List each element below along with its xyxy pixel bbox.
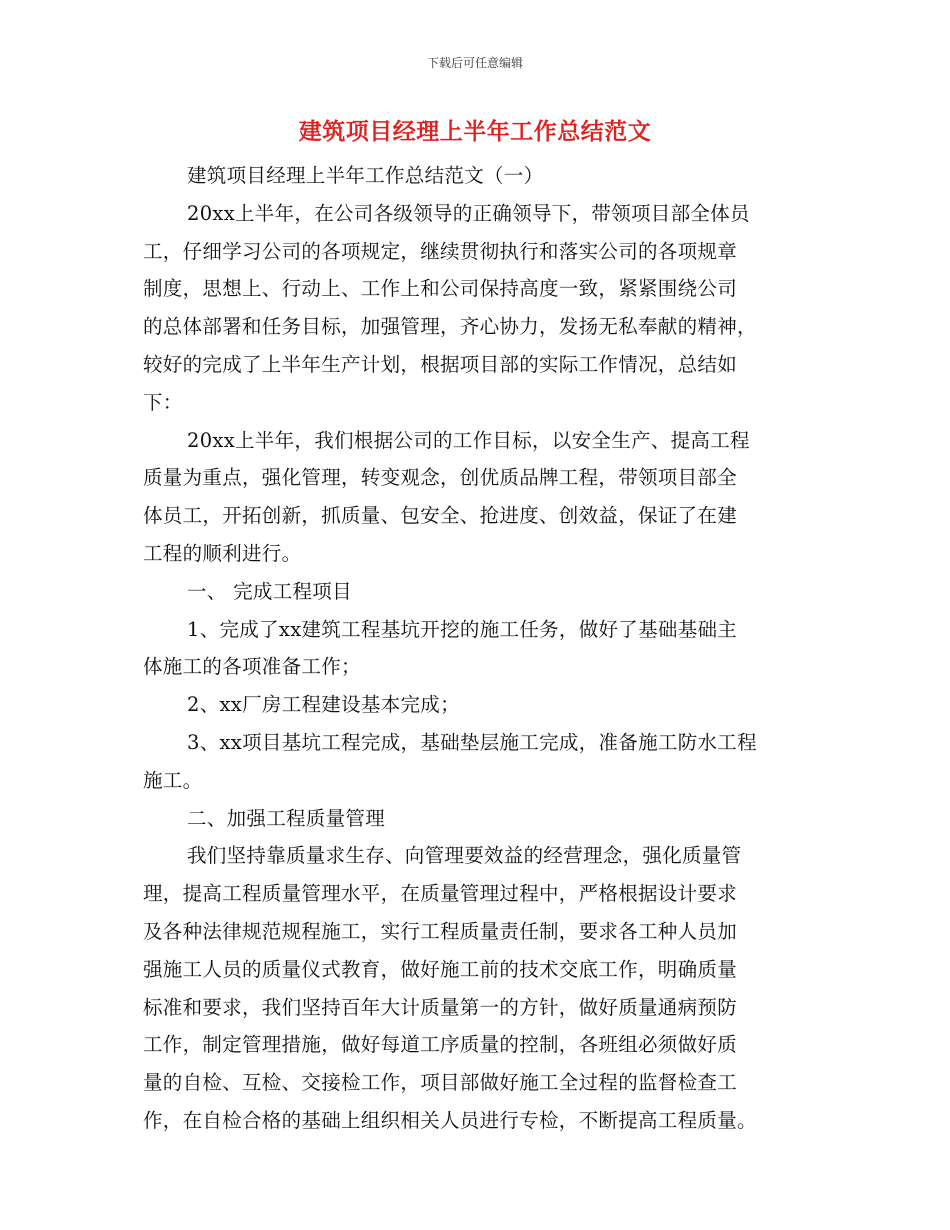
text-line: 质量为重点，强化管理，转变观念，创优质品牌工程，带领项目部全 xyxy=(143,466,738,490)
text-line: 我们坚持靠质量求生存、向管理要效益的经营理念，强化质量管 xyxy=(187,844,742,868)
page-header: 下载后可任意编辑 xyxy=(426,56,523,70)
text-line: 强施工人员的质量仪式教育，做好施工前的技术交底工作，明确质量 xyxy=(143,957,738,981)
text-line: 的总体部署和任务目标，加强管理，齐心协力，发扬无私奉献的精神， xyxy=(143,315,757,339)
text-line: 作，在自检合格的基础上组织相关人员进行专检，不断提高工程质量。 xyxy=(143,1108,757,1132)
text-line: 下： xyxy=(143,390,183,414)
text-line: 标准和要求，我们坚持百年大计质量第一的方针，做好质量通病预防 xyxy=(143,995,738,1019)
text-line: 建筑项目经理上半年工作总结范文（一） xyxy=(187,164,544,187)
text-line: 工作，制定管理措施，做好每道工序质量的控制，各班组必须做好质 xyxy=(143,1033,738,1057)
text-line: 体施工的各项准备工作； xyxy=(143,655,361,679)
text-line: 及各种法律规范规程施工，实行工程质量责任制，要求各工种人员加 xyxy=(143,919,738,943)
document-body xyxy=(143,157,811,1140)
text-line: 体员工，开拓创新，抓质量、包安全、抢进度、创效益，保证了在建 xyxy=(143,504,738,528)
text-line: 1、完成了xx建筑工程基坑开挖的施工任务，做好了基础基础主 xyxy=(187,617,738,641)
text-line: 理，提高工程质量管理水平，在质量管理过程中，严格根据设计要求 xyxy=(143,882,738,906)
text-line: 二、加强工程质量管理 xyxy=(187,806,386,830)
text-line: 一、 完成工程项目 xyxy=(187,579,352,603)
text-line: 工程的顺利进行。 xyxy=(143,541,302,565)
text-line: 20xx上半年，我们根据公司的工作目标，以安全生产、提高工程 xyxy=(187,428,750,452)
text-line: 量的自检、互检、交接检工作，项目部做好施工全过程的监督检查工 xyxy=(143,1071,738,1095)
document-title: 建筑项目经理上半年工作总结范文 xyxy=(298,119,652,145)
text-line: 施工。 xyxy=(143,768,203,792)
text-line: 2、xx厂房工程建设基本完成； xyxy=(187,693,460,717)
text-line: 制度，思想上、行动上、工作上和公司保持高度一致，紧紧围绕公司 xyxy=(143,277,738,301)
text-line: 20xx上半年，在公司各级领导的正确领导下，带领项目部全体员 xyxy=(187,201,750,225)
text-line: 较好的完成了上半年生产计划，根据项目部的实际工作情况，总结如 xyxy=(143,352,738,376)
text-line: 工，仔细学习公司的各项规定，继续贯彻执行和落实公司的各项规章 xyxy=(143,239,738,263)
text-line: 3、xx项目基坑工程完成，基础垫层施工完成，准备施工防水工程 xyxy=(187,730,757,754)
